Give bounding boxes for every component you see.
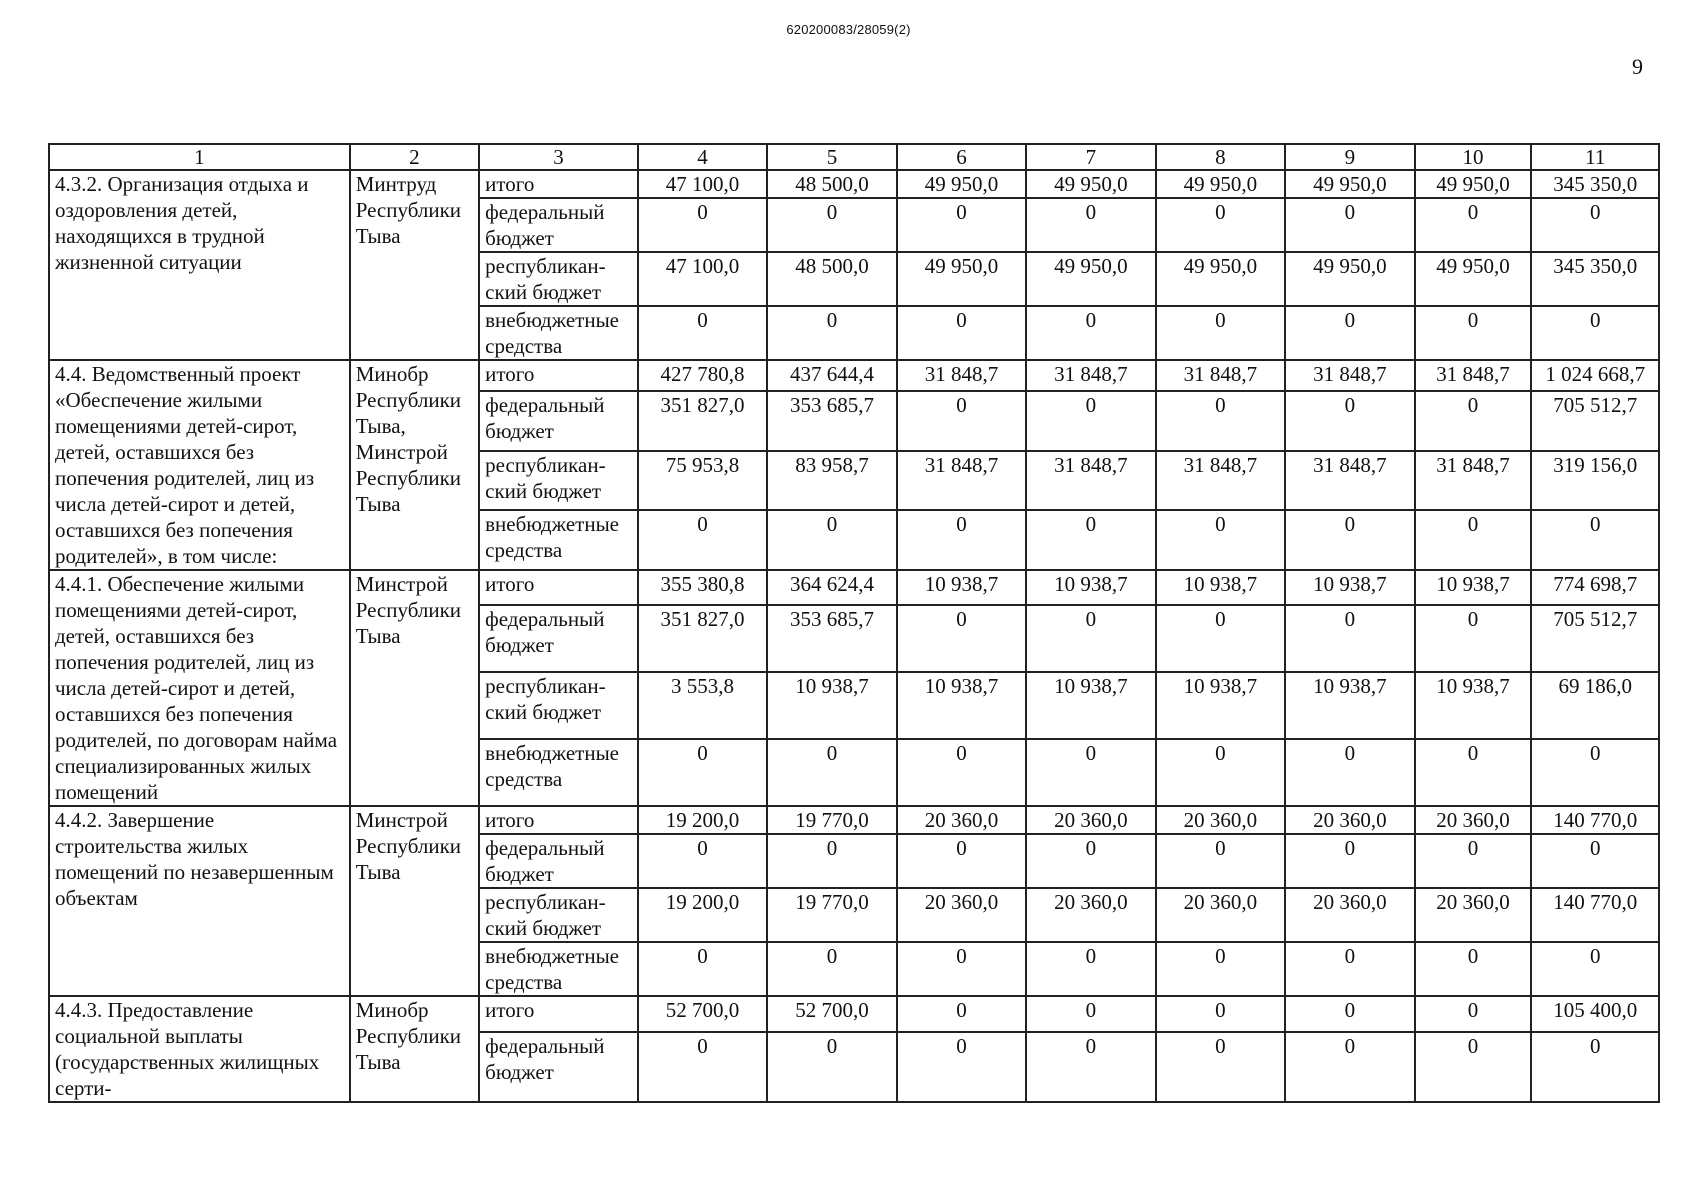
funding-source-cell: итого <box>479 570 638 605</box>
column-header: 4 <box>638 144 767 170</box>
amount-cell: 49 950,0 <box>1285 170 1414 198</box>
activity-cell: 4.4. Ведомственный проект «Обеспечение жилыми помещениями детей-сирот, детей, оставшихся без попечения родителей, лиц из числа детей-сирот и детей, оставшихся без попечения родителей», в том числе: <box>49 360 350 570</box>
column-header: 7 <box>1026 144 1155 170</box>
amount-cell: 774 698,7 <box>1531 570 1659 605</box>
amount-cell: 0 <box>1415 510 1532 570</box>
funding-source-cell: итого <box>479 806 638 834</box>
column-header: 3 <box>479 144 638 170</box>
amount-cell: 49 950,0 <box>1415 170 1532 198</box>
table-row <box>49 170 1659 198</box>
amount-cell: 427 780,8 <box>638 360 767 391</box>
amount-cell: 0 <box>1415 834 1532 888</box>
document-id: 620200083/28059(2) <box>786 22 911 37</box>
amount-cell: 105 400,0 <box>1531 996 1659 1032</box>
table-row <box>49 806 1659 834</box>
amount-cell: 52 700,0 <box>638 996 767 1032</box>
amount-cell: 49 950,0 <box>1026 252 1155 306</box>
amount-cell: 31 848,7 <box>1156 451 1285 511</box>
amount-cell: 0 <box>1531 1032 1659 1102</box>
column-header: 1 <box>49 144 350 170</box>
amount-cell: 19 200,0 <box>638 888 767 942</box>
funding-source-cell: федеральный бюджет <box>479 605 638 672</box>
amount-cell: 20 360,0 <box>897 806 1026 834</box>
amount-cell: 353 685,7 <box>767 391 896 451</box>
amount-cell: 48 500,0 <box>767 252 896 306</box>
amount-cell: 0 <box>638 306 767 360</box>
amount-cell: 20 360,0 <box>1415 888 1532 942</box>
budget-table <box>48 143 1660 1103</box>
funding-source-cell: федеральный бюджет <box>479 198 638 252</box>
executor-cell: Минстрой Республики Тыва <box>350 570 479 806</box>
amount-cell: 0 <box>1415 996 1532 1032</box>
amount-cell: 0 <box>1156 942 1285 996</box>
table-body <box>49 144 1659 1102</box>
amount-cell: 0 <box>897 942 1026 996</box>
amount-cell: 0 <box>1415 605 1532 672</box>
amount-cell: 10 938,7 <box>897 672 1026 739</box>
funding-source-cell: внебюджетные средства <box>479 739 638 806</box>
amount-cell: 10 938,7 <box>1156 672 1285 739</box>
amount-cell: 0 <box>767 306 896 360</box>
column-header: 5 <box>767 144 896 170</box>
amount-cell: 83 958,7 <box>767 451 896 511</box>
executor-cell: Минстрой Республики Тыва <box>350 806 479 996</box>
funding-source-cell: федеральный бюджет <box>479 834 638 888</box>
amount-cell: 0 <box>1285 391 1414 451</box>
amount-cell: 20 360,0 <box>1285 888 1414 942</box>
amount-cell: 31 848,7 <box>1026 451 1155 511</box>
amount-cell: 49 950,0 <box>1415 252 1532 306</box>
amount-cell: 0 <box>897 306 1026 360</box>
column-header: 9 <box>1285 144 1414 170</box>
amount-cell: 0 <box>1026 942 1155 996</box>
amount-cell: 0 <box>1026 605 1155 672</box>
amount-cell: 31 848,7 <box>1285 451 1414 511</box>
funding-source-cell: республикан-ский бюджет <box>479 672 638 739</box>
amount-cell: 351 827,0 <box>638 605 767 672</box>
amount-cell: 0 <box>897 198 1026 252</box>
funding-source-cell: итого <box>479 996 638 1032</box>
amount-cell: 351 827,0 <box>638 391 767 451</box>
amount-cell: 0 <box>1026 834 1155 888</box>
amount-cell: 19 770,0 <box>767 806 896 834</box>
amount-cell: 10 938,7 <box>1415 672 1532 739</box>
column-header: 6 <box>897 144 1026 170</box>
amount-cell: 31 848,7 <box>1156 360 1285 391</box>
amount-cell: 49 950,0 <box>1285 252 1414 306</box>
activity-cell: 4.4.2. Завершение строительства жилых помещений по незавершенным объектам <box>49 806 350 996</box>
column-header: 2 <box>350 144 479 170</box>
amount-cell: 0 <box>1156 996 1285 1032</box>
funding-source-cell: республикан-ский бюджет <box>479 252 638 306</box>
amount-cell: 47 100,0 <box>638 252 767 306</box>
amount-cell: 0 <box>897 739 1026 806</box>
amount-cell: 0 <box>1285 942 1414 996</box>
amount-cell: 0 <box>638 834 767 888</box>
amount-cell: 0 <box>1156 306 1285 360</box>
amount-cell: 49 950,0 <box>897 252 1026 306</box>
activity-cell: 4.3.2. Организация отдыха и оздоровления детей, находящихся в трудной жизненной ситуации <box>49 170 350 360</box>
amount-cell: 0 <box>1285 198 1414 252</box>
amount-cell: 10 938,7 <box>1285 570 1414 605</box>
amount-cell: 0 <box>1285 739 1414 806</box>
amount-cell: 345 350,0 <box>1531 170 1659 198</box>
amount-cell: 0 <box>1415 306 1532 360</box>
amount-cell: 1 024 668,7 <box>1531 360 1659 391</box>
amount-cell: 0 <box>1531 834 1659 888</box>
amount-cell: 0 <box>767 198 896 252</box>
activity-cell: 4.4.1. Обеспечение жилыми помещениями детей-сирот, детей, оставшихся без попечения родителей, лиц из числа детей-сирот и детей, оставшихся без попечения родителей, по договорам найма специализированных жилых помещений <box>49 570 350 806</box>
amount-cell: 0 <box>1415 1032 1532 1102</box>
column-header: 10 <box>1415 144 1532 170</box>
amount-cell: 345 350,0 <box>1531 252 1659 306</box>
amount-cell: 69 186,0 <box>1531 672 1659 739</box>
funding-source-cell: внебюджетные средства <box>479 510 638 570</box>
amount-cell: 10 938,7 <box>1156 570 1285 605</box>
amount-cell: 0 <box>638 942 767 996</box>
amount-cell: 31 848,7 <box>897 451 1026 511</box>
amount-cell: 31 848,7 <box>1026 360 1155 391</box>
amount-cell: 0 <box>767 942 896 996</box>
table-row <box>49 360 1659 391</box>
amount-cell: 0 <box>1531 198 1659 252</box>
amount-cell: 0 <box>1026 391 1155 451</box>
amount-cell: 20 360,0 <box>1156 806 1285 834</box>
amount-cell: 49 950,0 <box>1156 170 1285 198</box>
amount-cell: 0 <box>767 834 896 888</box>
funding-source-cell: внебюджетные средства <box>479 306 638 360</box>
amount-cell: 10 938,7 <box>897 570 1026 605</box>
executor-cell: Минтруд Республики Тыва <box>350 170 479 360</box>
amount-cell: 0 <box>1156 391 1285 451</box>
amount-cell: 31 848,7 <box>897 360 1026 391</box>
amount-cell: 19 770,0 <box>767 888 896 942</box>
amount-cell: 0 <box>1156 739 1285 806</box>
amount-cell: 20 360,0 <box>897 888 1026 942</box>
amount-cell: 0 <box>1531 942 1659 996</box>
amount-cell: 31 848,7 <box>1415 451 1532 511</box>
amount-cell: 0 <box>1026 1032 1155 1102</box>
amount-cell: 0 <box>1531 739 1659 806</box>
column-header: 8 <box>1156 144 1285 170</box>
amount-cell: 20 360,0 <box>1026 888 1155 942</box>
amount-cell: 140 770,0 <box>1531 888 1659 942</box>
amount-cell: 0 <box>1156 510 1285 570</box>
amount-cell: 0 <box>1026 510 1155 570</box>
funding-source-cell: внебюджетные средства <box>479 942 638 996</box>
amount-cell: 3 553,8 <box>638 672 767 739</box>
amount-cell: 0 <box>1156 1032 1285 1102</box>
funding-source-cell: республикан-ский бюджет <box>479 451 638 511</box>
amount-cell: 0 <box>1285 996 1414 1032</box>
amount-cell: 10 938,7 <box>1026 570 1155 605</box>
amount-cell: 20 360,0 <box>1156 888 1285 942</box>
amount-cell: 0 <box>1285 1032 1414 1102</box>
amount-cell: 705 512,7 <box>1531 605 1659 672</box>
amount-cell: 0 <box>1415 391 1532 451</box>
amount-cell: 0 <box>897 834 1026 888</box>
page-number: 9 <box>1632 54 1643 79</box>
amount-cell: 0 <box>1415 942 1532 996</box>
column-header: 11 <box>1531 144 1659 170</box>
amount-cell: 355 380,8 <box>638 570 767 605</box>
amount-cell: 0 <box>1156 605 1285 672</box>
amount-cell: 31 848,7 <box>1415 360 1532 391</box>
amount-cell: 0 <box>897 1032 1026 1102</box>
column-number-header-row <box>49 144 1659 170</box>
amount-cell: 0 <box>1285 834 1414 888</box>
amount-cell: 0 <box>1285 510 1414 570</box>
amount-cell: 0 <box>767 1032 896 1102</box>
amount-cell: 52 700,0 <box>767 996 896 1032</box>
funding-source-cell: итого <box>479 360 638 391</box>
amount-cell: 0 <box>1285 306 1414 360</box>
amount-cell: 75 953,8 <box>638 451 767 511</box>
amount-cell: 20 360,0 <box>1026 806 1155 834</box>
amount-cell: 0 <box>1415 198 1532 252</box>
amount-cell: 364 624,4 <box>767 570 896 605</box>
amount-cell: 705 512,7 <box>1531 391 1659 451</box>
amount-cell: 319 156,0 <box>1531 451 1659 511</box>
amount-cell: 0 <box>1531 306 1659 360</box>
amount-cell: 49 950,0 <box>1156 252 1285 306</box>
amount-cell: 19 200,0 <box>638 806 767 834</box>
amount-cell: 353 685,7 <box>767 605 896 672</box>
amount-cell: 0 <box>897 391 1026 451</box>
amount-cell: 47 100,0 <box>638 170 767 198</box>
amount-cell: 10 938,7 <box>1285 672 1414 739</box>
amount-cell: 0 <box>638 739 767 806</box>
table-row <box>49 996 1659 1032</box>
amount-cell: 48 500,0 <box>767 170 896 198</box>
executor-cell: Минобр Республики Тыва, Минстрой Республики Тыва <box>350 360 479 570</box>
executor-cell: Минобр Республики Тыва <box>350 996 479 1102</box>
amount-cell: 0 <box>767 510 896 570</box>
amount-cell: 437 644,4 <box>767 360 896 391</box>
amount-cell: 0 <box>638 1032 767 1102</box>
amount-cell: 0 <box>1026 306 1155 360</box>
funding-source-cell: федеральный бюджет <box>479 391 638 451</box>
amount-cell: 0 <box>638 510 767 570</box>
amount-cell: 0 <box>1026 739 1155 806</box>
amount-cell: 10 938,7 <box>767 672 896 739</box>
amount-cell: 0 <box>897 510 1026 570</box>
funding-source-cell: итого <box>479 170 638 198</box>
amount-cell: 0 <box>1285 605 1414 672</box>
amount-cell: 49 950,0 <box>1026 170 1155 198</box>
amount-cell: 0 <box>897 996 1026 1032</box>
amount-cell: 0 <box>767 739 896 806</box>
funding-source-cell: федеральный бюджет <box>479 1032 638 1102</box>
amount-cell: 0 <box>1531 510 1659 570</box>
amount-cell: 49 950,0 <box>897 170 1026 198</box>
amount-cell: 0 <box>1026 996 1155 1032</box>
amount-cell: 31 848,7 <box>1285 360 1414 391</box>
amount-cell: 0 <box>1415 739 1532 806</box>
amount-cell: 20 360,0 <box>1285 806 1414 834</box>
amount-cell: 0 <box>1156 198 1285 252</box>
activity-cell: 4.4.3. Предоставление социальной выплаты (государственных жилищных серти- <box>49 996 350 1102</box>
funding-source-cell: республикан-ский бюджет <box>479 888 638 942</box>
amount-cell: 0 <box>638 198 767 252</box>
amount-cell: 140 770,0 <box>1531 806 1659 834</box>
amount-cell: 10 938,7 <box>1415 570 1532 605</box>
amount-cell: 10 938,7 <box>1026 672 1155 739</box>
amount-cell: 0 <box>1156 834 1285 888</box>
table-row <box>49 570 1659 605</box>
amount-cell: 0 <box>1026 198 1155 252</box>
amount-cell: 0 <box>897 605 1026 672</box>
amount-cell: 20 360,0 <box>1415 806 1532 834</box>
